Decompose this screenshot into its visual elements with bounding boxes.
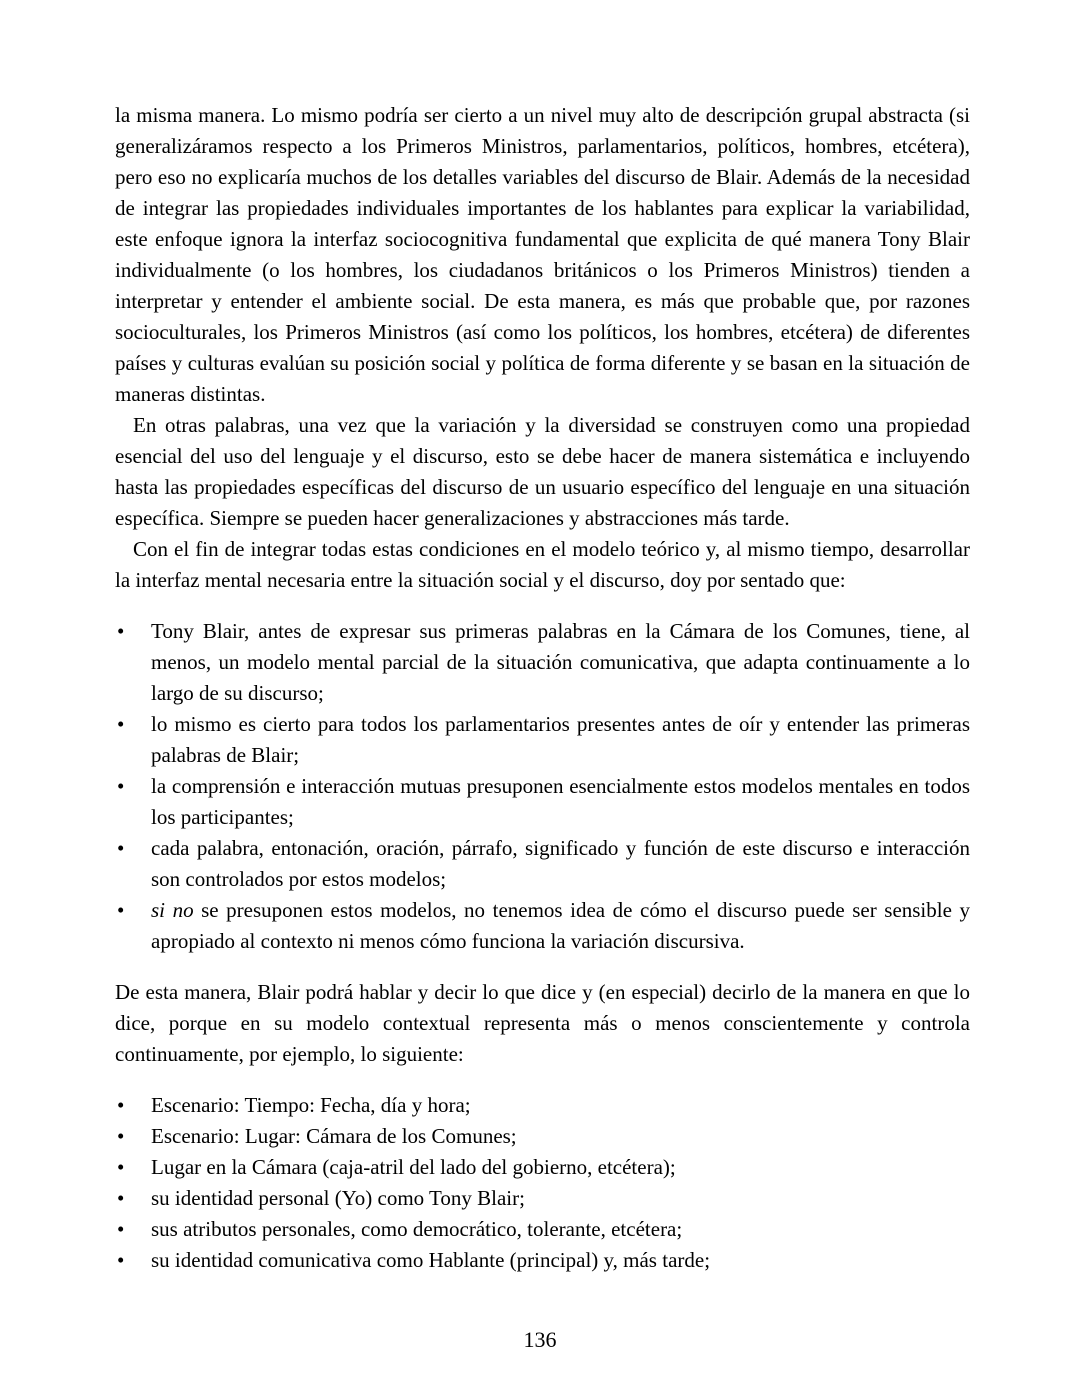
- list-item: [115, 771, 970, 833]
- list-item-text: lo mismo es cierto para todos los parlamentarios presentes antes de oír y entender las primeras palabras de Blair;: [151, 712, 970, 767]
- list-item-text: su identidad comunicativa como Hablante (principal) y, más tarde;: [151, 1248, 711, 1272]
- list-item: [115, 1183, 970, 1214]
- spacer: [115, 957, 970, 977]
- list-item: [115, 616, 970, 709]
- list-item: [115, 1121, 970, 1152]
- list-item-text: Escenario: Lugar: Cámara de los Comunes;: [151, 1124, 517, 1148]
- body-paragraph-1: la misma manera. Lo mismo podría ser cierto a un nivel muy alto de descripción grupal abstracta (si generalizáramos respecto a los Primeros Ministros, parlamentarios, políticos, hombres, etcétera), pero eso no explicaría muchos de los detalles variables del discurso de Blair. Además de la necesidad de integrar las propiedades individuales importantes de los hablantes para explicar la variabilidad, este enfoque ignora la interfaz sociocognitiva fundamental que explicita de qué manera Tony Blair individualmente (o los hombres, los ciudadanos británicos o los Primeros Ministros) tienden a interpretar y entender el ambiente social. De esta manera, es más que probable que, por razones socioculturales, los Primeros Ministros (así como los políticos, los hombres, etcétera) de diferentes países y culturas evalúan su posición social y política de forma diferente y se basan en la situación de maneras distintas.: [115, 103, 970, 406]
- list-item-text: su identidad personal (Yo) como Tony Blair;: [151, 1186, 525, 1210]
- list-item: [115, 1214, 970, 1245]
- body-paragraph-4: De esta manera, Blair podrá hablar y decir lo que dice y (en especial) decirlo de la manera en que lo dice, porque en su modelo contextual representa más o menos conscientemente y controla continuamente, por ejemplo, lo siguiente:: [115, 980, 970, 1066]
- list-item-text: se presuponen estos modelos, no tenemos idea de cómo el discurso puede ser sensible y apropiado al contexto ni menos cómo funciona la variación discursiva.: [151, 898, 970, 953]
- list-item: [115, 895, 970, 957]
- body-paragraph-3: Con el fin de integrar todas estas condiciones en el modelo teórico y, al mismo tiempo, desarrollar la interfaz mental necesaria entre la situación social y el discurso, doy por sentado que:: [115, 537, 970, 592]
- bullet-list-assumptions: [115, 616, 970, 957]
- list-item: [115, 1090, 970, 1121]
- list-item: [115, 1152, 970, 1183]
- list-item: [115, 1245, 970, 1276]
- list-item: [115, 833, 970, 895]
- page-content: [115, 100, 970, 1276]
- list-item-text: Tony Blair, antes de expresar sus primeras palabras en la Cámara de los Comunes, tiene, al menos, un modelo mental parcial de la situación comunicativa, que adapta continuamente a lo largo de su discurso;: [151, 619, 970, 705]
- list-item: [115, 709, 970, 771]
- bullet-list-context-model: [115, 1090, 970, 1276]
- spacer: [115, 1070, 970, 1090]
- list-item-text: cada palabra, entonación, oración, párrafo, significado y función de este discurso e interacción son controlados por estos modelos;: [151, 836, 970, 891]
- list-item-text: Lugar en la Cámara (caja-atril del lado del gobierno, etcétera);: [151, 1155, 676, 1179]
- list-item-emphasis: si no: [151, 898, 194, 922]
- spacer: [115, 596, 970, 616]
- page-number: 136: [523, 1327, 557, 1352]
- list-item-text: Escenario: Tiempo: Fecha, día y hora;: [151, 1093, 471, 1117]
- list-item-text: la comprensión e interacción mutuas presuponen esencialmente estos modelos mentales en todos los participantes;: [151, 774, 970, 829]
- list-item-text: sus atributos personales, como democrático, tolerante, etcétera;: [151, 1217, 683, 1241]
- body-paragraph-2: En otras palabras, una vez que la variación y la diversidad se construyen como una propiedad esencial del uso del lenguaje y el discurso, esto se debe hacer de manera sistemática e incluyendo hasta las propiedades específicas del discurso de un usuario específico del lenguaje en una situación específica. Siempre se pueden hacer generalizaciones y abstracciones más tarde.: [115, 413, 970, 530]
